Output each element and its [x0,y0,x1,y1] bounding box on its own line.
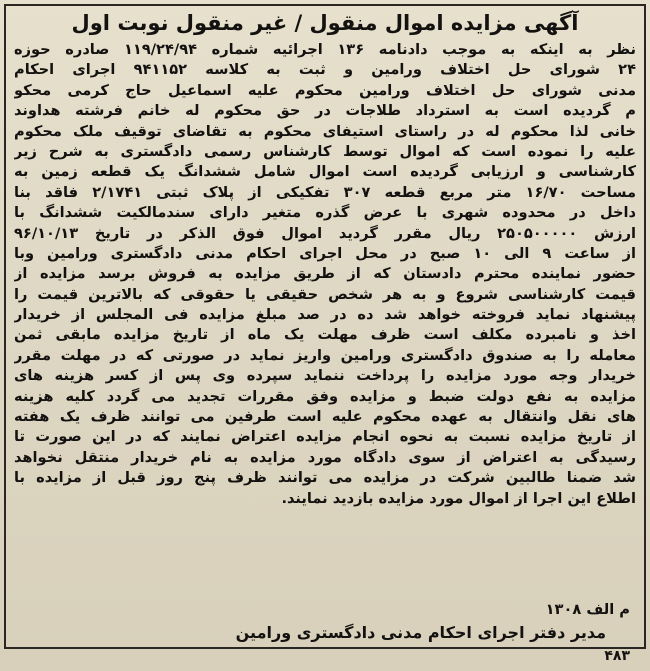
notice-body-line: از ساعت ۹ الی ۱۰ صبح در محل اجرای احکام مدنی دادگستری ورامین وبا [14,244,636,262]
notice-body-line: اخذ و نامبرده مکلف است ظرف مهلت یک ماه از تاریخ مزایده مابقی ثمن [14,326,636,344]
notice-body-line: نظر به اینکه به موجب دادنامه ۱۳۶ اجرائیه شماره ۱۱۹/۲۴/۹۴ صادره حوزه [14,41,636,58]
notice-body-line: ارزش ۲۵۰۵۰۰۰۰۰ ریال مقرر گردید اموال فوق الذکر در تاریخ ۹۶/۱۰/۱۳ [14,224,636,242]
notice-body-line: اطلاع این اجرا از اموال مورد مزایده بازدید نمایند. [281,489,636,507]
reference-code: م الف ۱۳۰۸ [545,601,630,618]
notice-body-line: پیشنهاد نماید فروخته خواهد شد ده در صد مبلغ مزایده فی المجلس از خریدار [14,306,636,324]
notice-body-line: ۲۴ شورای حل اختلاف ورامین و ثبت به کلاسه ۹۴۱۱۵۲ اجرای احکام [14,61,636,79]
page-number: ۴۸۳ [604,648,630,664]
notice-body-line: های نقل وانتقال به عهده محکوم علیه است طرفین می توانند ظرف یک هفته [14,408,636,426]
signature-line: مدیر دفتر اجرای احکام مدنی دادگستری ورامین [235,623,606,642]
notice-body-line: حضور نماینده محترم دادستان که از طریق مزایده به فروش برسد مزایده از [14,265,636,283]
notice-body-line: قیمت کارشناسی شروع و به هر شخص حقیقی یا حقوقی که بالاترین قیمت را [14,285,636,303]
notice-body-line: خانی لذا محکوم له در راستای استیفای محکوم به تقاضای توقیف ملک محکوم [14,122,636,140]
notice-body-line: معامله را به صندوق دادگستری ورامین واریز نماید در صورتی که در مهلت مقرر [14,346,636,364]
notice-body-line: شد ضمنا طالبین شرکت در مزایده می توانند ظرف پنج روز قبل از مزایده با [14,469,636,487]
notice-body-line: از تاریخ مزایده نسبت به نحوه انجام مزایده اعتراض نمایند که در این صورت تا [14,428,636,446]
notice-body-line: مزایده به نفع دولت ضبط و مزایده وفق مقررات تجدید می گردد کلیه هزینه [14,387,636,405]
notice-body-line: رسیدگی به اعتراض از سوی دادگاه مورد مزایده به نام خریدار منتقل نخواهد [14,448,636,466]
notice-body-line: م گردیده است به استرداد طلاجات در حق محکوم له خانم فرشته هداوند [14,102,636,120]
notice-body-line: کارشناسی و ارزیابی گردیده است اموال شامل ششدانگ یک قطعه زمین به [14,163,636,181]
notice-body [14,40,636,509]
notice-body-line: خریدار وجه مورد مزایده را پرداخت ننماید سپرده وی پس از کسر هزینه های [14,367,636,385]
notice-title: آگهی مزایده اموال منقول / غیر منقول نوبت اول [71,11,579,35]
notice-body-line: علیه را نموده است که اموال توسط کارشناس رسمی دادگستری به شرح زیر [14,142,636,160]
notice-body-line: داخل در محدوده شهری با عرض گذره متغیر دارای سندمالکیت ششدانگ با [14,204,636,222]
notice-body-line: مدنی شورای حل اختلاف ورامین محکوم علیه اسماعیل حاج کرمی محکو [14,81,636,99]
notice-body-line: مساحت ۱۶/۷۰ متر مربع قطعه ۳۰۷ تفکیکی از پلاک ثبتی ۲/۱۷۴۱ فاقد بنا [14,183,636,201]
